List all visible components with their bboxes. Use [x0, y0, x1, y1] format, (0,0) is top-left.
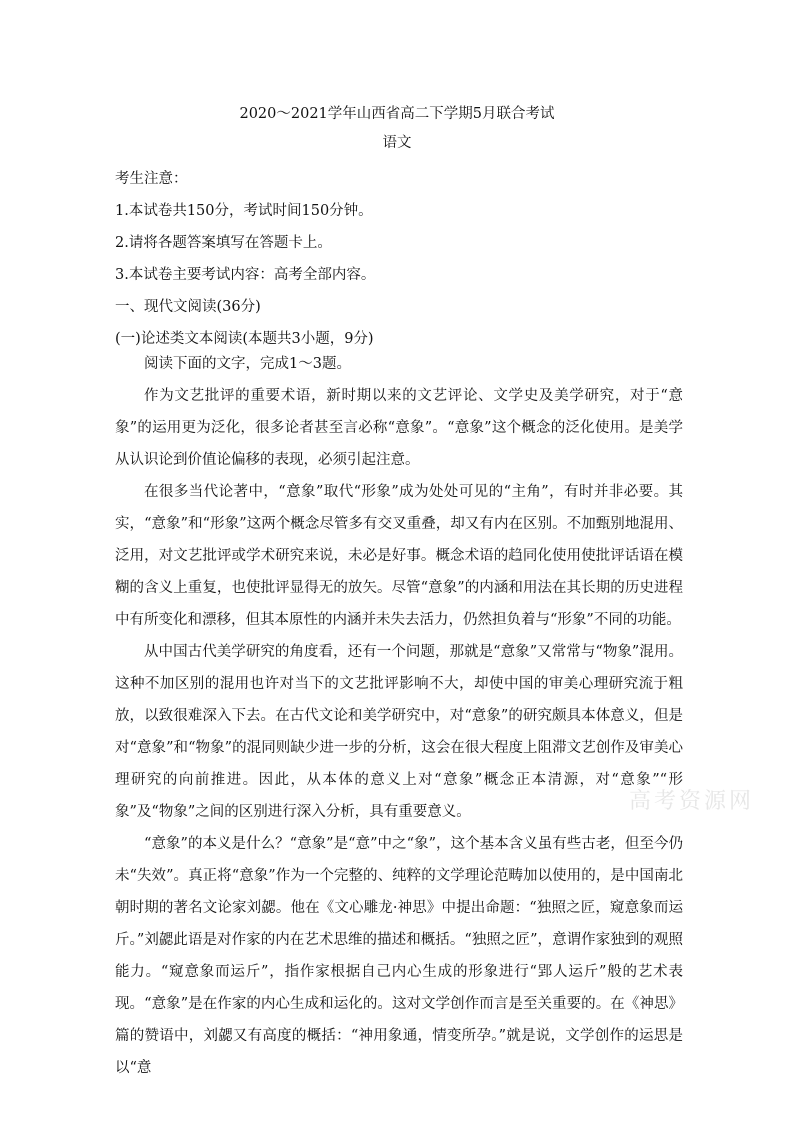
exam-title: 2020～2021学年山西省高二下学期5月联合考试 [239, 106, 555, 122]
notice-item: 3.本试卷主要考试内容：高考全部内容。 [115, 267, 376, 283]
passage-paragraph: 从中国古代美学研究的角度看，还有一个问题，那就是“意象”又常常与“物象”混用。这种不加区别的混用也许对当下的文艺批评影响不大，却使中国的审美心理研究流于粗放，以致很难深入下去。在古代文论和美学研究中，对“意象”的研究颇具本体意义，但是对“意象”和“物象”的混同则缺少进一步的分析，这会在很大程度上阻滞文艺创作及审美心理研究的向前推进。因此，从本体的意义上对“意象”概念正本清源，对“意象”“形象”及“物象”之间的区别进行深入分析，具有重要意义。 [115, 644, 683, 820]
passage-paragraph: 作为文艺批评的重要术语，新时期以来的文艺评论、文学史及美学研究，对于“意象”的运用更为泛化，很多论者甚至言必称“意象”。“意象”这个概念的泛化使用。是美学从认识论到价值论偏移的表现，必须引起注意。 [115, 388, 683, 468]
subject-heading: 语文 [382, 135, 412, 151]
notice-item: 2.请将各题答案填写在答题卡上。 [115, 235, 332, 251]
section-heading: 一、现代文阅读(36分) [115, 299, 261, 315]
passage-paragraph: “意象”的本义是什么？“意象”是“意”中之“象”，这个基本含义虽有些古老，但至今仍未“失效”。真正将“意象”作为一个完整的、纯粹的文学理论范畴加以使用的，是中国南北朝时期的著名文论家刘勰。他在《文心雕龙·神思》中提出命题：“独照之匠，窥意象而运斤。”刘勰此语是对作家的内在艺术思维的描述和概括。“独照之匠”，意谓作家独到的观照能力。“窥意象而运斤”，指作家根据自己内心生成的形象进行“郢人运斤”般的艺术表现。“意象”是在作家的内心生成和运化的。这对文学创作而言是至关重要的。在《神思》篇的赞语中，刘勰又有高度的概括：“神用象通，情变所孕。”就是说，文学创作的运思是以“意 [115, 836, 683, 1076]
watermark: 高考资源网 [628, 789, 754, 814]
notice-block [115, 163, 685, 355]
reading-instruction: 阅读下面的文字，完成1～3题。 [144, 356, 351, 372]
notice-item: 1.本试卷共150分，考试时间150分钟。 [115, 203, 373, 219]
reading-passage [115, 348, 683, 1084]
subsection-heading: (一)论述类文本阅读(本题共3小题，9分) [115, 331, 374, 347]
notice-heading: 考生注意： [115, 171, 188, 187]
passage-paragraph: 在很多当代论著中，“意象”取代“形象”成为处处可见的“主角”，有时并非必要。其实，“意象”和“形象”这两个概念尽管多有交叉重叠，却又有内在区别。不加甄别地混用、泛用，对文艺批评或学术研究来说，未必是好事。概念术语的趋同化使用使批评话语在模糊的含义上重复，也使批评显得无的放矢。尽管“意象”的内涵和用法在其长期的历史进程中有所变化和漂移，但其本原性的内涵并未失去活力，仍然担负着与“形象”不同的功能。 [115, 484, 683, 628]
